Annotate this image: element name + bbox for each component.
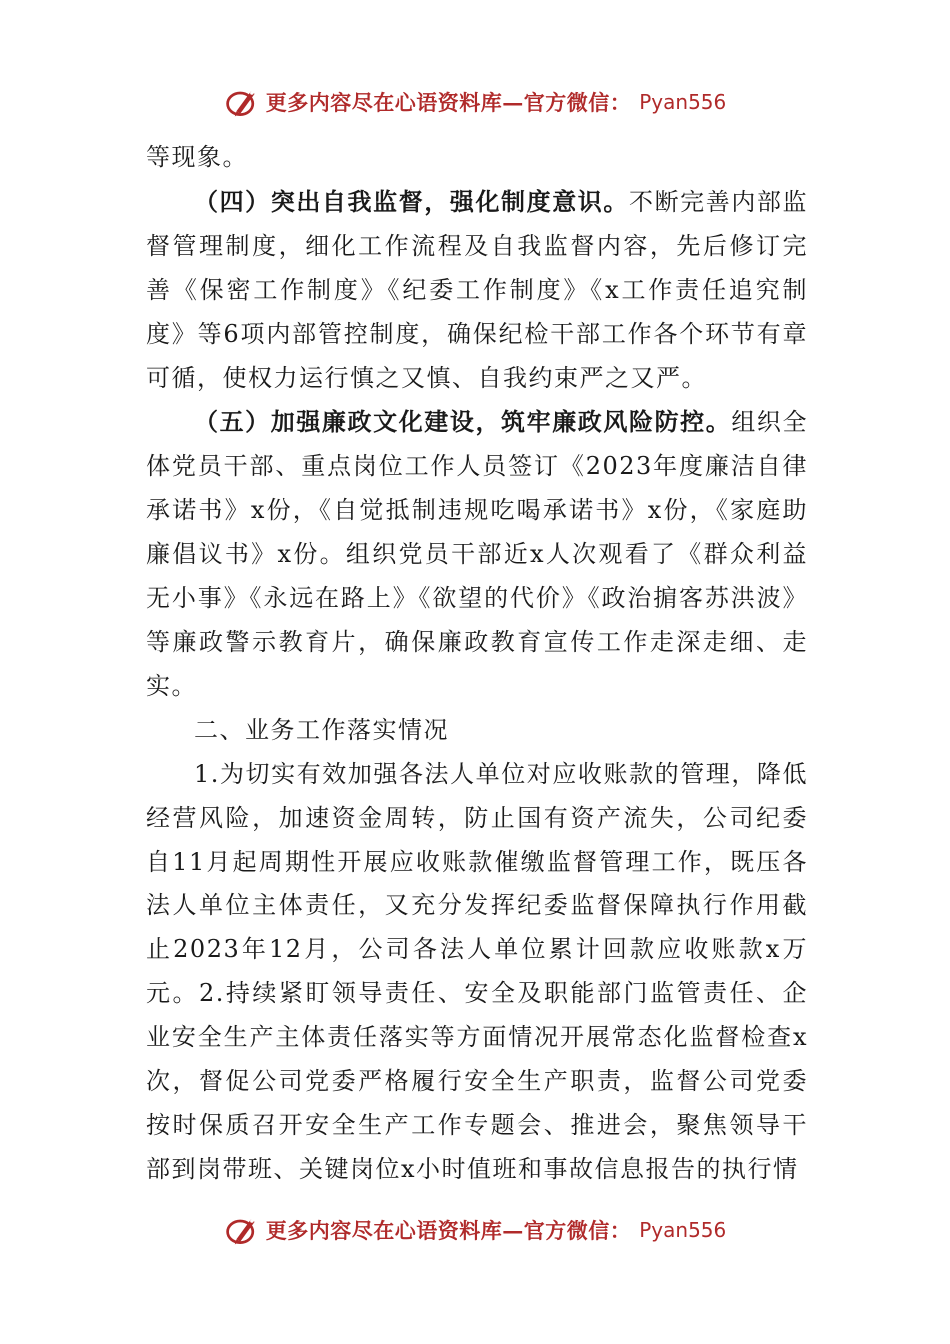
paragraph-integrity-culture xyxy=(146,400,808,708)
subheading-self-supervision: （四）突出自我监督，强化制度意识。 xyxy=(194,186,629,216)
paragraph-text-self-supervision: 不断完善内部监督管理制度，细化工作流程及自我监督内容，先后修订完善《保密工作制度》《纪委工作制度》《x工作责任追究制度》等6项内部管控制度，确保纪检干部工作各个环节有章可循，使权力运行慎之又慎、自我约束严之又严。 xyxy=(146,187,809,392)
footer-banner xyxy=(0,1208,950,1252)
paragraph-self-supervision xyxy=(146,180,808,401)
header-banner-text: 更多内容尽在心语资料库—官方微信： xyxy=(265,90,632,115)
document-body xyxy=(146,136,808,1192)
header-wechat-id: Pyan556 xyxy=(639,90,727,114)
paragraph-text-integrity-culture: 组织全体党员干部、重点岗位工作人员签订《2023年度廉洁自律承诺书》x份，《自觉抵制违规吃喝承诺书》x份，《家庭助廉倡议书》x份。组织党员干部近x人次观看了《群众利益无小事》《永远在路上》《欲望的代价》《政治掮客苏洪波》等廉政警示教育片，确保廉政教育宣传工作走深走细、走实。 xyxy=(146,408,809,700)
pen-logo-icon xyxy=(224,84,260,120)
paragraph-business-work: 1.为切实有效加强各法人单位对应收账款的管理，降低经营风险，加速资金周转，防止国有资产流失，公司纪委自11月起周期性开展应收账款催缴监督管理工作，既压各法人单位主体责任，又充分发挥纪委监督保障执行作用截止2023年12月，公司各法人单位累计回款应收账款x万元。2.持续紧盯领导责任、安全及职能部门监管责任、企业安全生产主体责任落实等方面情况开展常态化监督检查x次，督促公司党委严格履行安全生产职责，监督公司党委按时保质召开安全生产工作专题会、推进会，聚焦领导干部到岗带班、关键岗位x小时值班和事故信息报告的执行情 xyxy=(146,759,808,1183)
section-heading-business-work: 二、业务工作落实情况 xyxy=(194,715,449,744)
pen-logo-icon xyxy=(224,1212,260,1248)
paragraph-continuation: 等现象。 xyxy=(146,143,248,171)
footer-wechat-id: Pyan556 xyxy=(639,1218,727,1242)
header-banner xyxy=(0,80,950,124)
subheading-integrity-culture: （五）加强廉政文化建设，筑牢廉政风险防控。 xyxy=(194,407,732,437)
footer-banner-text: 更多内容尽在心语资料库—官方微信： xyxy=(265,1218,632,1243)
